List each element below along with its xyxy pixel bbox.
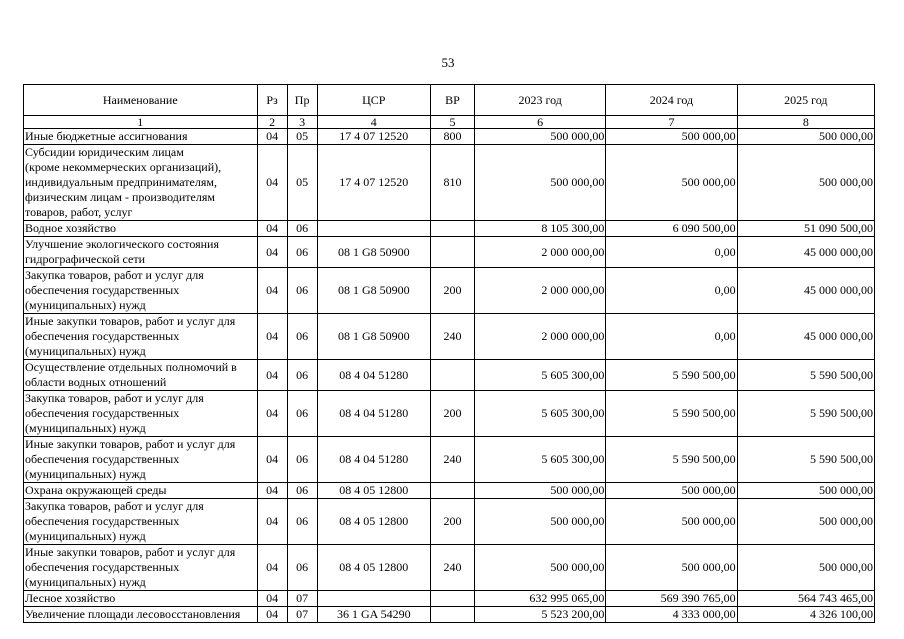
header-row [24, 85, 875, 116]
row-pr: 06 [287, 545, 317, 591]
row-vr: 200 [430, 391, 474, 437]
row-pr: 07 [287, 607, 317, 623]
table-row [24, 591, 875, 607]
row-name-line: (муниципальных) нужд [25, 344, 146, 358]
row-pr: 06 [287, 499, 317, 545]
row-name-line: Иные закупки товаров, работ и услуг для [25, 437, 236, 451]
row-vr: 240 [430, 314, 474, 360]
header-vr: ВР [430, 85, 474, 116]
header-2023: 2023 год [475, 85, 606, 116]
row-amount-2024: 500 000,00 [606, 545, 737, 591]
row-vr: 800 [430, 129, 474, 145]
row-name [24, 145, 258, 221]
row-csr [317, 221, 430, 237]
row-name-line: Субсидии юридическим лицам [25, 145, 184, 159]
row-rz: 04 [257, 237, 287, 268]
row-amount-2023: 500 000,00 [475, 483, 606, 499]
row-pr: 06 [287, 483, 317, 499]
row-rz: 04 [257, 129, 287, 145]
row-name-line: Охрана окружающей среды [25, 483, 167, 497]
row-amount-2025: 500 000,00 [737, 145, 874, 221]
row-name-line: обеспечения государственных [25, 514, 180, 528]
row-amount-2023: 2 000 000,00 [475, 268, 606, 314]
row-amount-2023: 5 605 300,00 [475, 391, 606, 437]
row-pr: 06 [287, 360, 317, 391]
row-amount-2024: 0,00 [606, 237, 737, 268]
row-amount-2024: 569 390 765,00 [606, 591, 737, 607]
row-name [24, 129, 258, 145]
row-vr [430, 591, 474, 607]
table-row [24, 360, 875, 391]
row-name [24, 314, 258, 360]
table-row [24, 545, 875, 591]
row-name [24, 360, 258, 391]
row-pr: 07 [287, 591, 317, 607]
row-amount-2025: 4 326 100,00 [737, 607, 874, 623]
header-name: Наименование [24, 85, 258, 116]
column-number: 7 [606, 116, 737, 129]
row-name-line: Закупка товаров, работ и услуг для [25, 391, 204, 405]
row-amount-2025: 5 590 500,00 [737, 360, 874, 391]
row-amount-2025: 5 590 500,00 [737, 391, 874, 437]
row-csr: 08 4 05 12800 [317, 499, 430, 545]
row-csr: 08 4 05 12800 [317, 545, 430, 591]
table-row [24, 391, 875, 437]
row-vr [430, 360, 474, 391]
table-row [24, 499, 875, 545]
row-amount-2024: 0,00 [606, 268, 737, 314]
column-number: 4 [317, 116, 430, 129]
row-name [24, 607, 258, 623]
row-csr: 08 1 G8 50900 [317, 314, 430, 360]
row-amount-2025: 51 090 500,00 [737, 221, 874, 237]
row-csr: 08 4 05 12800 [317, 483, 430, 499]
row-vr: 240 [430, 437, 474, 483]
header-2024: 2024 год [606, 85, 737, 116]
row-csr: 08 4 04 51280 [317, 391, 430, 437]
row-vr: 200 [430, 499, 474, 545]
row-amount-2024: 500 000,00 [606, 129, 737, 145]
row-name-line: обеспечения государственных [25, 560, 180, 574]
table-row [24, 314, 875, 360]
table-body [24, 129, 875, 623]
row-vr: 810 [430, 145, 474, 221]
row-name-line: физическим лицам - производителям [25, 190, 215, 204]
row-amount-2023: 5 605 300,00 [475, 437, 606, 483]
row-rz: 04 [257, 360, 287, 391]
row-rz: 04 [257, 545, 287, 591]
row-csr [317, 591, 430, 607]
column-numbers-row [24, 116, 875, 129]
row-rz: 04 [257, 221, 287, 237]
table-row [24, 483, 875, 499]
row-name-line: обеспечения государственных [25, 329, 180, 343]
row-pr: 06 [287, 221, 317, 237]
column-number: 3 [287, 116, 317, 129]
row-amount-2025: 564 743 465,00 [737, 591, 874, 607]
row-vr [430, 221, 474, 237]
row-amount-2024: 5 590 500,00 [606, 437, 737, 483]
header-pr: Пр [287, 85, 317, 116]
row-name-line: области водных отношений [25, 375, 167, 389]
row-pr: 06 [287, 237, 317, 268]
row-pr: 06 [287, 314, 317, 360]
row-amount-2025: 500 000,00 [737, 129, 874, 145]
page-number: 53 [441, 55, 455, 70]
row-name [24, 437, 258, 483]
row-csr: 08 4 04 51280 [317, 360, 430, 391]
row-csr: 17 4 07 12520 [317, 129, 430, 145]
row-amount-2024: 0,00 [606, 314, 737, 360]
budget-table [23, 84, 875, 623]
table-row [24, 145, 875, 221]
row-pr: 05 [287, 129, 317, 145]
table-row [24, 129, 875, 145]
table-row [24, 437, 875, 483]
row-name [24, 483, 258, 499]
row-amount-2025: 45 000 000,00 [737, 237, 874, 268]
row-name [24, 545, 258, 591]
row-pr: 05 [287, 145, 317, 221]
row-amount-2025: 45 000 000,00 [737, 268, 874, 314]
row-amount-2023: 2 000 000,00 [475, 237, 606, 268]
row-rz: 04 [257, 591, 287, 607]
row-name-line: Иные бюджетные ассигнования [25, 129, 188, 143]
row-rz: 04 [257, 437, 287, 483]
row-name [24, 237, 258, 268]
row-name-line: (муниципальных) нужд [25, 298, 146, 312]
row-amount-2023: 5 605 300,00 [475, 360, 606, 391]
row-csr: 17 4 07 12520 [317, 145, 430, 221]
row-name-line: обеспечения государственных [25, 283, 180, 297]
row-amount-2025: 5 590 500,00 [737, 437, 874, 483]
row-name [24, 499, 258, 545]
table-row [24, 237, 875, 268]
row-amount-2025: 500 000,00 [737, 499, 874, 545]
row-name-line: Улучшение экологического состояния [25, 237, 219, 251]
row-name-line: товаров, работ, услуг [25, 205, 133, 219]
row-name-line: (муниципальных) нужд [25, 421, 146, 435]
row-amount-2024: 5 590 500,00 [606, 360, 737, 391]
header-csr: ЦСР [317, 85, 430, 116]
row-rz: 04 [257, 391, 287, 437]
header-2025: 2025 год [737, 85, 874, 116]
column-number: 8 [737, 116, 874, 129]
row-name [24, 391, 258, 437]
row-rz: 04 [257, 145, 287, 221]
row-amount-2024: 500 000,00 [606, 145, 737, 221]
row-amount-2025: 500 000,00 [737, 545, 874, 591]
row-rz: 04 [257, 607, 287, 623]
table-row [24, 268, 875, 314]
column-number: 2 [257, 116, 287, 129]
row-amount-2025: 45 000 000,00 [737, 314, 874, 360]
row-csr: 08 1 G8 50900 [317, 268, 430, 314]
row-pr: 06 [287, 391, 317, 437]
row-name-line: (кроме некоммерческих организаций), [25, 160, 222, 174]
row-rz: 04 [257, 314, 287, 360]
row-amount-2024: 4 333 000,00 [606, 607, 737, 623]
row-name-line: (муниципальных) нужд [25, 467, 146, 481]
row-name-line: Иные закупки товаров, работ и услуг для [25, 545, 236, 559]
row-rz: 04 [257, 483, 287, 499]
row-vr: 240 [430, 545, 474, 591]
row-csr: 36 1 GA 54290 [317, 607, 430, 623]
row-amount-2023: 5 523 200,00 [475, 607, 606, 623]
header-rz: Рз [257, 85, 287, 116]
row-amount-2023: 2 000 000,00 [475, 314, 606, 360]
row-name [24, 591, 258, 607]
row-name [24, 268, 258, 314]
row-amount-2023: 500 000,00 [475, 545, 606, 591]
column-number: 5 [430, 116, 474, 129]
row-vr [430, 607, 474, 623]
row-name-line: Закупка товаров, работ и услуг для [25, 268, 204, 282]
row-amount-2024: 5 590 500,00 [606, 391, 737, 437]
column-number: 6 [475, 116, 606, 129]
row-name-line: Увеличение площади лесовосстановления [25, 607, 241, 621]
row-amount-2023: 500 000,00 [475, 145, 606, 221]
row-amount-2023: 500 000,00 [475, 129, 606, 145]
column-number: 1 [24, 116, 258, 129]
row-name-line: обеспечения государственных [25, 406, 180, 420]
row-pr: 06 [287, 437, 317, 483]
row-name-line: гидрографической сети [25, 252, 145, 266]
row-amount-2025: 500 000,00 [737, 483, 874, 499]
row-rz: 04 [257, 268, 287, 314]
row-name-line: Иные закупки товаров, работ и услуг для [25, 314, 236, 328]
row-amount-2023: 632 995 065,00 [475, 591, 606, 607]
row-amount-2023: 8 105 300,00 [475, 221, 606, 237]
table-row [24, 221, 875, 237]
row-name-line: индивидуальным предпринимателям, [25, 175, 217, 189]
row-name-line: Осуществление отдельных полномочий в [25, 360, 237, 374]
row-vr [430, 237, 474, 268]
row-name-line: обеспечения государственных [25, 452, 180, 466]
row-amount-2024: 6 090 500,00 [606, 221, 737, 237]
row-csr: 08 4 04 51280 [317, 437, 430, 483]
row-name-line: Закупка товаров, работ и услуг для [25, 499, 204, 513]
row-vr: 200 [430, 268, 474, 314]
table-row [24, 607, 875, 623]
row-rz: 04 [257, 499, 287, 545]
row-vr [430, 483, 474, 499]
row-amount-2024: 500 000,00 [606, 483, 737, 499]
row-pr: 06 [287, 268, 317, 314]
row-name-line: (муниципальных) нужд [25, 529, 146, 543]
row-csr: 08 1 G8 50900 [317, 237, 430, 268]
row-name-line: Лесное хозяйство [25, 591, 116, 605]
row-name [24, 221, 258, 237]
row-name-line: (муниципальных) нужд [25, 575, 146, 589]
row-name-line: Водное хозяйство [25, 221, 117, 235]
row-amount-2023: 500 000,00 [475, 499, 606, 545]
row-amount-2024: 500 000,00 [606, 499, 737, 545]
